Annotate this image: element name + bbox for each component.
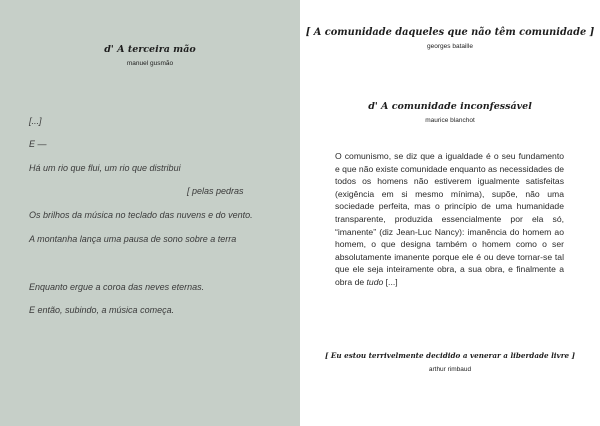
top-title: [ A comunidade daqueles que não têm comunidade ]	[305, 27, 595, 38]
poem-author: manuel gusmão	[126, 60, 174, 67]
poem-line-7: Enquanto ergue a coroa das neves eternas.	[29, 282, 205, 292]
poem-line-4: [ pelas pedras	[187, 186, 244, 196]
top-author: georges bataille	[427, 43, 473, 50]
body-ending: [...]	[383, 276, 398, 287]
poem-line-2: E —	[29, 139, 47, 149]
section-author: maurice blanchot	[425, 117, 475, 124]
body-paragraph	[335, 150, 564, 289]
poem-title: d' A terceira mão	[104, 44, 196, 55]
bottom-author: arthur rimbaud	[428, 366, 472, 373]
poem-line-6: A montanha lança uma pausa de sono sobre a terra	[29, 234, 237, 244]
poem-line-1: [...]	[29, 116, 42, 126]
bottom-title: [ Eu estou terrivelmente decidido a venerar a liberdade livre ]	[325, 351, 575, 360]
poem-line-3: Há um rio que flui, um rio que distribui	[29, 163, 181, 173]
body-emphasis: tudo	[366, 276, 384, 287]
right-page	[300, 0, 600, 426]
poem-line-8: E então, subindo, a música começa.	[29, 305, 175, 315]
body-main-text: O comunismo, se diz que a igualdade é o seu fundamento e que não existe comunidade enquanto as necessidades de todos os homens não estiverem igualmente satisfeitas (exigência em si mesmo mínima), supõe, não uma sociedade perfeita, mas o princípio de uma humanidade transparente, produzida essencialmente por ela só, “imanente” (diz Jean-Luc Nancy): imanência do homem ao homem, o que designa também o homem como o ser absolutamente imanente porque ele é ou deve tornar-se tal que ele seja inteiramente obra, a sua obra, e finalmente a obra de	[335, 151, 564, 287]
poem-line-5: Os brilhos da música no teclado das nuvens e do vento.	[29, 210, 253, 220]
section-title: d' A comunidade inconfessável	[368, 101, 532, 112]
